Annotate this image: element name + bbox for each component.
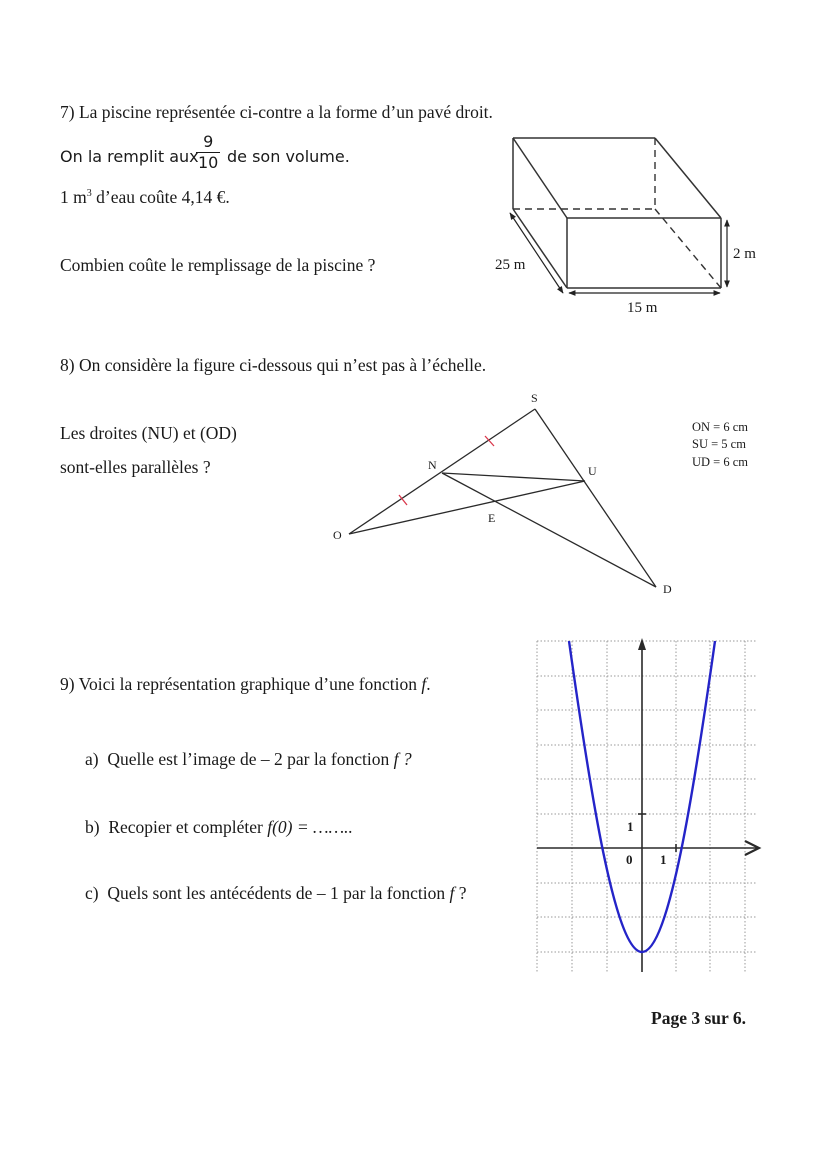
exercise-8-question-line1: Les droites (NU) et (OD) xyxy=(60,423,237,443)
function-name: f xyxy=(421,674,427,694)
origin-label: 0 xyxy=(626,852,633,867)
question-mark: ? xyxy=(398,749,412,769)
question-b-expression: f(0) = …….. xyxy=(267,817,353,837)
question-a-label: a) xyxy=(85,749,99,769)
x-tick-label: 1 xyxy=(660,852,667,867)
fraction-numerator: 9 xyxy=(203,132,214,151)
pool-height-label: 2 m xyxy=(733,246,756,262)
point-N-label: N xyxy=(428,458,437,472)
exercise-8-heading: 8) On considère la figure ci-dessous qui n’est pas à l’échelle. xyxy=(60,355,487,375)
exercise-7-heading: 7) La piscine représentée ci-contre a la forme d’un pavé droit. xyxy=(60,102,493,122)
measure-ON: ON = 6 cm xyxy=(692,420,748,434)
point-E-label: E xyxy=(488,511,496,525)
heading-text: 9) Voici la représentation graphique d’une fonction xyxy=(60,674,422,694)
exercise-7-question: Combien coûte le remplissage de la piscine ? xyxy=(60,255,376,275)
exercise-8-question-line2: sont-elles parallèles ? xyxy=(60,457,211,477)
price-suffix: d’eau coûte 4,14 €. xyxy=(91,187,230,207)
point-S-label: S xyxy=(531,391,538,405)
function-name: f xyxy=(393,749,399,769)
function-name: f xyxy=(449,883,455,903)
point-O-label: O xyxy=(333,528,342,542)
measure-UD: UD = 6 cm xyxy=(692,455,748,469)
price-exponent: 3 xyxy=(86,188,92,199)
fraction-nine-tenths xyxy=(196,134,220,171)
exercise-9-heading xyxy=(60,676,431,694)
heading-period: . xyxy=(426,674,431,694)
price-prefix: 1 m xyxy=(60,187,87,207)
y-tick-label: 1 xyxy=(627,819,634,834)
question-mark: ? xyxy=(454,883,467,903)
fraction-denominator: 10 xyxy=(198,153,219,172)
question-b xyxy=(85,819,353,837)
pool-width-label: 15 m xyxy=(627,300,658,316)
question-a-text: Quelle est l’image de – 2 par la fonction xyxy=(107,749,394,769)
pool-depth-label: 25 m xyxy=(495,257,526,273)
page-number: Page 3 sur 6. xyxy=(651,1008,746,1028)
question-c-label: c) xyxy=(85,883,99,903)
fill-fraction-prefix: On la remplit aux xyxy=(60,147,199,166)
point-D-label: D xyxy=(663,582,672,596)
measure-SU: SU = 5 cm xyxy=(692,437,746,451)
question-a xyxy=(85,751,412,769)
question-c xyxy=(85,885,467,903)
water-price xyxy=(60,189,230,207)
fill-fraction-suffix: de son volume. xyxy=(227,147,350,166)
question-c-text: Quels sont les antécédents de – 1 par la fonction xyxy=(107,883,450,903)
question-b-label: b) xyxy=(85,817,100,837)
point-U-label: U xyxy=(588,464,597,478)
curve-f xyxy=(569,641,715,952)
question-b-text: Recopier et compléter xyxy=(108,817,268,837)
